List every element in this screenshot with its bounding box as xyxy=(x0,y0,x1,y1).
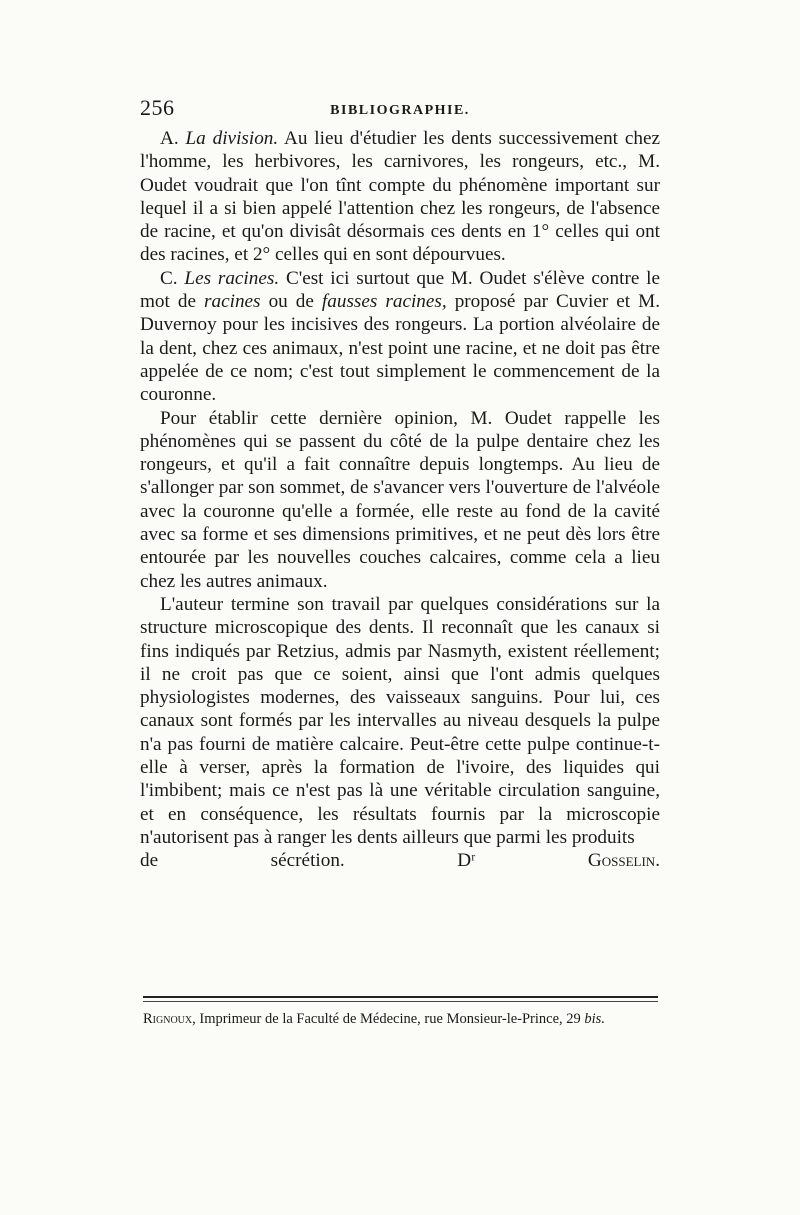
section-heading: Les racines. xyxy=(184,267,280,289)
printer-imprint xyxy=(143,1011,663,1028)
article-body xyxy=(140,127,660,873)
imprint-text: Imprimeur de la Faculté de Médecine, rue Monsieur-le-Prince, 29 xyxy=(199,1011,581,1027)
page-header xyxy=(140,95,660,125)
running-title: BIBLIOGRAPHIE. xyxy=(330,103,470,118)
page-number: 256 xyxy=(140,95,175,120)
printer-name: Rignoux, xyxy=(143,1011,196,1027)
section-label: A. xyxy=(160,128,179,149)
section-label: C. xyxy=(160,267,178,289)
footer-rule-thick xyxy=(143,996,658,998)
paragraph-text: proposé par Cuvier et M. Duvernoy pour les incisives des rongeurs. La portion alvéolaire de la dent, chez ces animaux, n'est point une racine, et ne doit pas être appelée de ce nom; c'est tout simplement le commencement de la couronne. xyxy=(140,291,660,406)
term-fausses-racines: fausses racines, xyxy=(321,291,447,313)
closing-text: de sécrétion. xyxy=(140,850,345,872)
paragraph-racines xyxy=(140,267,660,407)
imprint-suffix: bis. xyxy=(584,1011,605,1027)
paragraph-structure: L'auteur termine son travail par quelques considérations sur la structure microscopique des dents. Il reconnaît que les canaux si fins indiqués par Retzius, admis par Nasmyth, existent réellement; il ne croit pas que ce soient, ainsi que l'ont admis quelques physiologistes modernes, des vaisseaux sanguins. Pour lui, ces canaux sont formés par les intervalles au niveau desquels la pulpe n'a pas fourni de matière calcaire. Peut-être cette pulpe continue-t-elle à verser, après la formation de l'ivoire, des liquides qui l'imbibent; mais ce n'est pas là une véritable circulation sanguine, et en conséquence, les résultats fournis par la microscopie n'autorisent pas à ranger les dents ailleurs que parmi les produits xyxy=(140,593,660,848)
section-heading: La division. xyxy=(185,128,279,149)
closing-line xyxy=(140,849,660,872)
paragraph-division xyxy=(140,127,660,267)
paragraph-text: C'est ici surtout que M. Oudet s'élève contre le mot de xyxy=(140,267,660,313)
paragraph-text: Au lieu d'étudier les dents successivement chez l'homme, les herbivores, les carnivores, les rongeurs, etc., M. Oudet voudrait que l'on tînt compte du phénomène important sur lequel il a si bien appelé l'attention chez les rongeurs, de l'absence de racine, et qu'on divisât désormais ces dents en 1° celles qui ont des racines, et 2° celles qui en sont dépourvues. xyxy=(140,128,660,266)
author-signature: Dʳ Gosselin. xyxy=(457,850,660,872)
paragraph-text: ou de xyxy=(268,291,314,313)
paragraph-pulpe: Pour établir cette dernière opinion, M. Oudet rappelle les phénomènes qui se passent du côté de la pulpe dentaire chez les rongeurs, et qu'il a fait connaître depuis longtemps. Au lieu de s'allonger par son sommet, de s'avancer vers l'ouverture de l'alvéole avec la couronne qu'elle a formée, elle reste au fond de la cavité avec sa forme et ses dimensions primitives, et ne peut dès lors être entourée par les nouvelles couches calcaires, comme cela a lieu chez les autres animaux. xyxy=(140,407,660,592)
footer-rule-thin xyxy=(143,1001,658,1002)
term-racines: racines xyxy=(204,291,261,313)
